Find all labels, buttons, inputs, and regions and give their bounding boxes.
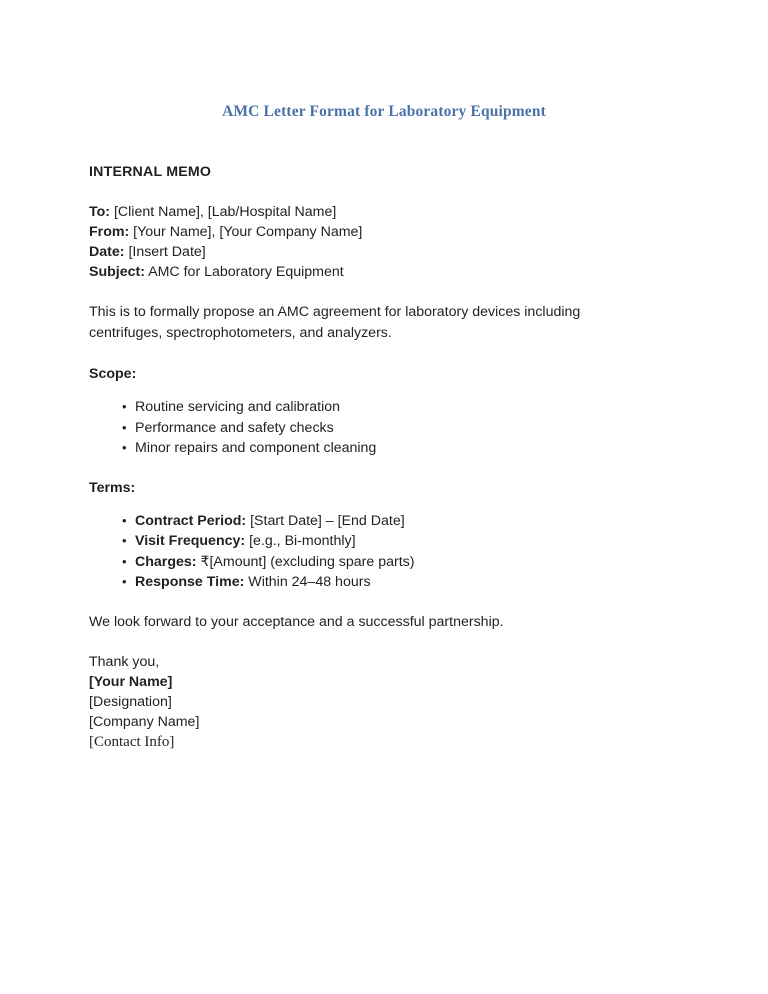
signature-contact: [Contact Info] — [89, 733, 175, 750]
closing-paragraph: We look forward to your acceptance and a successful partnership. — [89, 613, 504, 630]
document-body — [89, 162, 617, 752]
bullet-icon: • — [122, 553, 127, 569]
term-label: Contract Period: — [135, 512, 247, 529]
term-label: Visit Frequency: — [135, 533, 246, 549]
scope-list — [89, 397, 617, 459]
memo-field-to-label: To: — [89, 204, 111, 220]
term-value: [Start Date] – [End Date] — [250, 512, 405, 529]
signature-designation: [Designation] — [89, 693, 172, 710]
memo-field-date-value: [Insert Date] — [128, 244, 206, 260]
memo-heading: INTERNAL MEMO — [89, 164, 212, 180]
bullet-icon: • — [122, 399, 127, 414]
signature-name: [Your Name] — [89, 673, 173, 690]
scope-heading: Scope: — [89, 366, 137, 382]
bullet-icon: • — [122, 574, 127, 589]
term-value: Within 24–48 hours — [248, 574, 371, 590]
signature-block — [89, 652, 617, 752]
list-item — [89, 531, 617, 552]
signature-salutation: Thank you, — [89, 653, 160, 670]
memo-field-subject-label: Subject: — [89, 264, 145, 280]
memo-field-from — [89, 222, 617, 242]
memo-field-subject — [89, 262, 617, 282]
term-label: Response Time: — [135, 574, 245, 590]
bullet-icon: • — [122, 533, 127, 548]
page-title: AMC Letter Format for Laboratory Equipment — [222, 103, 546, 120]
intro-paragraph: This is to formally propose an AMC agreement for laboratory devices including centrifuges, spectrophotometers, and analyzers. — [89, 304, 581, 341]
list-item-text: Minor repairs and component cleaning — [135, 440, 377, 456]
list-item — [89, 511, 617, 532]
memo-field-to — [89, 202, 617, 222]
list-item — [89, 397, 617, 418]
terms-list — [89, 511, 617, 593]
list-item — [89, 552, 617, 573]
memo-field-subject-value: AMC for Laboratory Equipment — [148, 264, 344, 280]
term-label: Charges: — [135, 553, 197, 570]
bullet-icon: • — [122, 440, 127, 455]
bullet-icon: • — [122, 512, 127, 528]
signature-company: [Company Name] — [89, 713, 200, 730]
memo-field-from-label: From: — [89, 224, 130, 240]
list-item — [89, 418, 617, 439]
list-item-text: Performance and safety checks — [135, 419, 334, 436]
terms-heading: Terms: — [89, 479, 136, 496]
memo-field-date-label: Date: — [89, 244, 125, 260]
memo-field-to-value: [Client Name], [Lab/Hospital Name] — [113, 204, 337, 220]
bullet-icon: • — [122, 419, 127, 435]
memo-field-date — [89, 242, 617, 262]
list-item-text: Routine servicing and calibration — [135, 399, 341, 415]
term-value: ₹[Amount] (excluding spare parts) — [200, 553, 415, 570]
memo-fields — [89, 202, 617, 282]
term-value: [e.g., Bi-monthly] — [249, 533, 356, 549]
list-item — [89, 572, 617, 593]
memo-field-from-value: [Your Name], [Your Company Name] — [133, 224, 363, 240]
list-item — [89, 438, 617, 459]
